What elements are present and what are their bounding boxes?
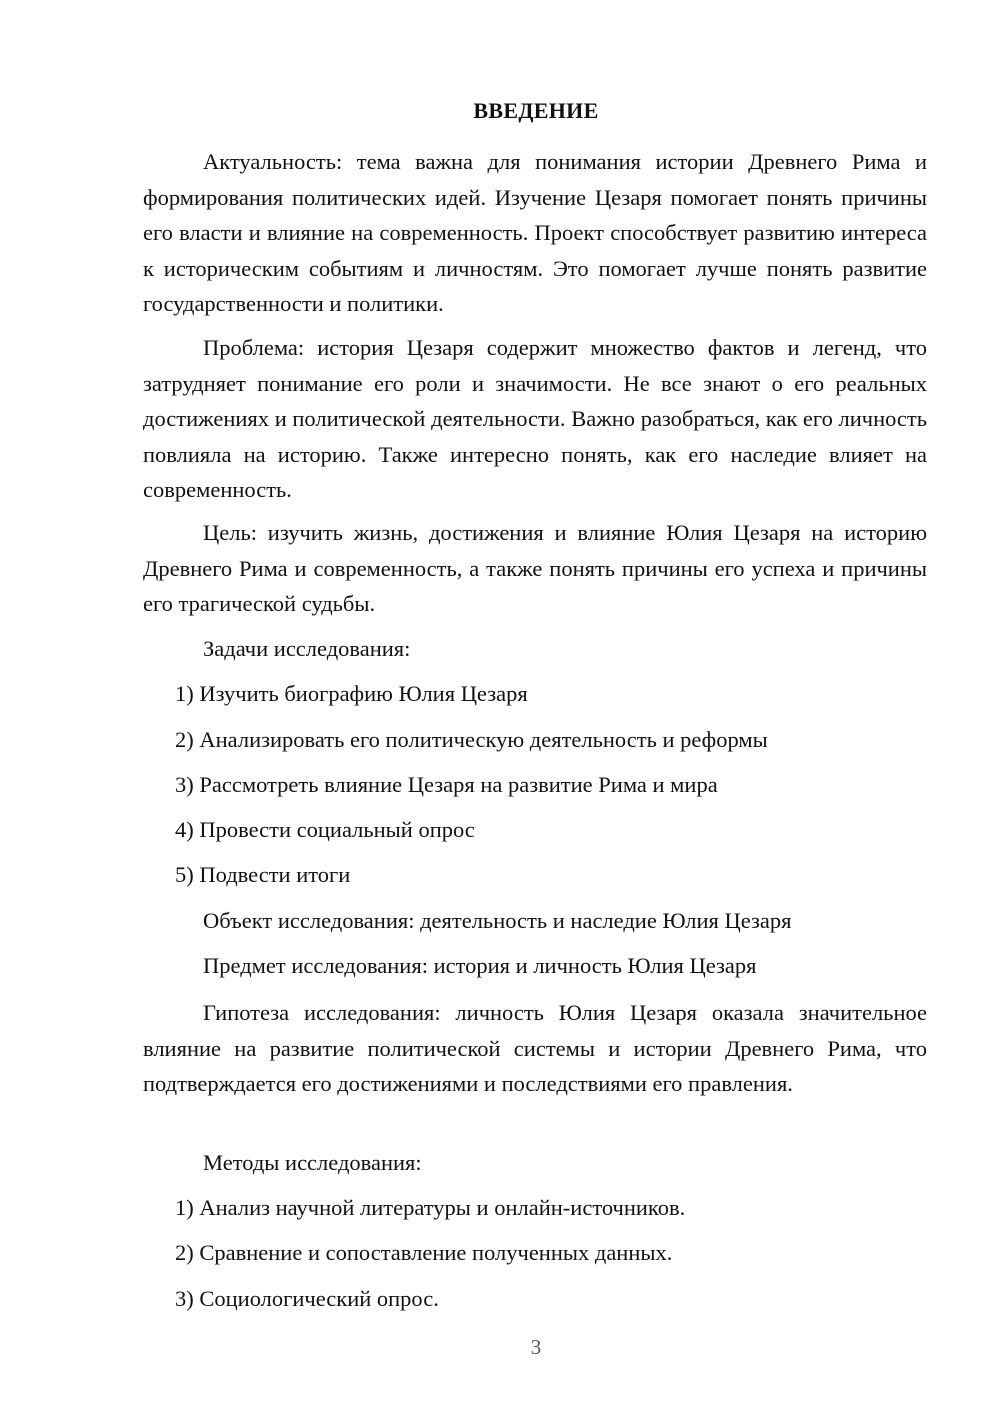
paragraph-goal: Цель: изучить жизнь, достижения и влияние Юлия Цезаря на историю Древнего Рима и современность, а также понять причины его успеха и причины его трагической судьбы. bbox=[143, 520, 927, 616]
research-subject: Предмет исследования: история и личность Юлия Цезаря bbox=[203, 953, 757, 978]
paragraph-problem: Проблема: история Цезаря содержит множество фактов и легенд, что затрудняет понимание его роли и значимости. Не все знают о его реальных достижениях и политической деятельности. Важно разобраться, как его личность повлияла на историю. Также интересно понять, как его наследие влияет на современность. bbox=[143, 335, 927, 502]
paragraph-hypothesis: Гипотеза исследования: личность Юлия Цезаря оказала значительное влияние на развитие политической системы и истории Древнего Рима, что подтверждается его достижениями и последствиями его правления. bbox=[143, 1000, 927, 1096]
methods-title: Методы исследования: bbox=[203, 1150, 422, 1175]
page-number: 3 bbox=[530, 1335, 542, 1359]
tasks-title: Задачи исследования: bbox=[203, 636, 411, 661]
method-item-3: 3) Социологический опрос. bbox=[175, 1286, 439, 1311]
task-item-1: 1) Изучить биографию Юлия Цезаря bbox=[175, 681, 528, 706]
paragraph-relevance: Актуальность: тема важна для понимания истории Древнего Рима и формирования политических идей. Изучение Цезаря помогает понять причины его власти и влияние на современность. Проект способствует развитию интереса к историческим событиям и личностям. Это помогает лучше понять развитие государственности и политики. bbox=[143, 149, 927, 316]
task-item-2: 2) Анализировать его политическую деятельность и реформы bbox=[175, 727, 768, 752]
method-item-1: 1) Анализ научной литературы и онлайн-источников. bbox=[175, 1195, 686, 1220]
research-object: Объект исследования: деятельность и наследие Юлия Цезаря bbox=[203, 908, 792, 933]
task-item-5: 5) Подвести итоги bbox=[175, 862, 351, 887]
task-item-3: 3) Рассмотреть влияние Цезаря на развитие Рима и мира bbox=[175, 772, 718, 797]
method-item-2: 2) Сравнение и сопоставление полученных данных. bbox=[175, 1240, 673, 1265]
page-heading: ВВЕДЕНИЕ bbox=[473, 98, 599, 123]
task-item-4: 4) Провести социальный опрос bbox=[175, 817, 475, 842]
